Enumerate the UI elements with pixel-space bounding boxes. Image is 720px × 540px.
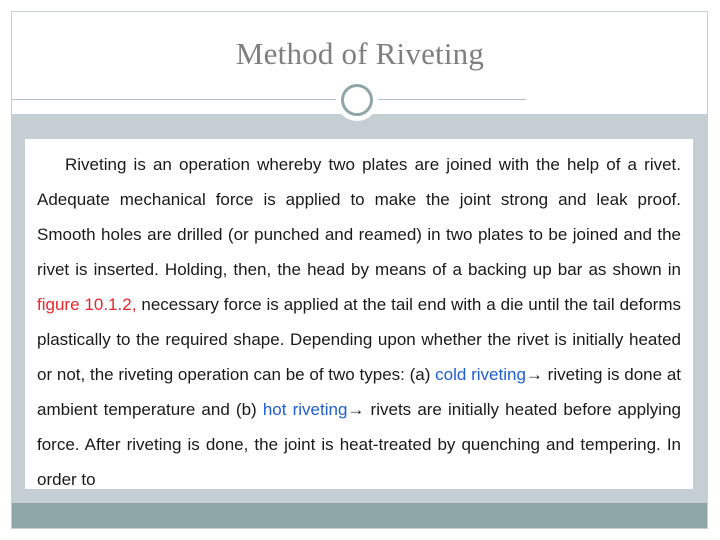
paragraph-text-3: riveting is done at ambient temperature and (b): [37, 365, 681, 419]
slide-title: Method of Riveting: [235, 36, 485, 71]
arrow-right-icon: →: [525, 365, 543, 384]
content-image: [25, 139, 693, 489]
paragraph-text-2: necessary force is applied at the tail end with a die until the tail deforms plastically to the required shape. Depending upon whether the rivet is initially heated or not, the riveting operation can be of two types: (a): [37, 295, 681, 384]
paragraph-text-4: rivets are initially heated before applying force. After riveting is done, the joint is heat-treated by quenching and tempering. In order to: [37, 400, 681, 489]
circle-ornament-inner: [341, 84, 373, 116]
arrow-right-icon: →: [347, 400, 365, 419]
paragraph-text-1: Riveting is an operation whereby two plates are joined with the help of a rivet. Adequate mechanical force is applied to make the joint strong and leak proof. Smooth holes are drilled (or punched and reamed) in two plates to be joined and the rivet is inserted. Holding, then, the head by means of a backing up bar as shown in: [37, 155, 681, 279]
circle-ornament-icon: [336, 79, 378, 121]
figure-reference-link[interactable]: figure 10.1.2,: [37, 295, 137, 314]
footer-bar: [12, 503, 707, 528]
hot-riveting-link[interactable]: hot riveting: [262, 400, 348, 419]
cold-riveting-link[interactable]: cold riveting: [435, 365, 526, 384]
riveting-paragraph: [37, 147, 681, 489]
title-divider: [12, 99, 526, 100]
